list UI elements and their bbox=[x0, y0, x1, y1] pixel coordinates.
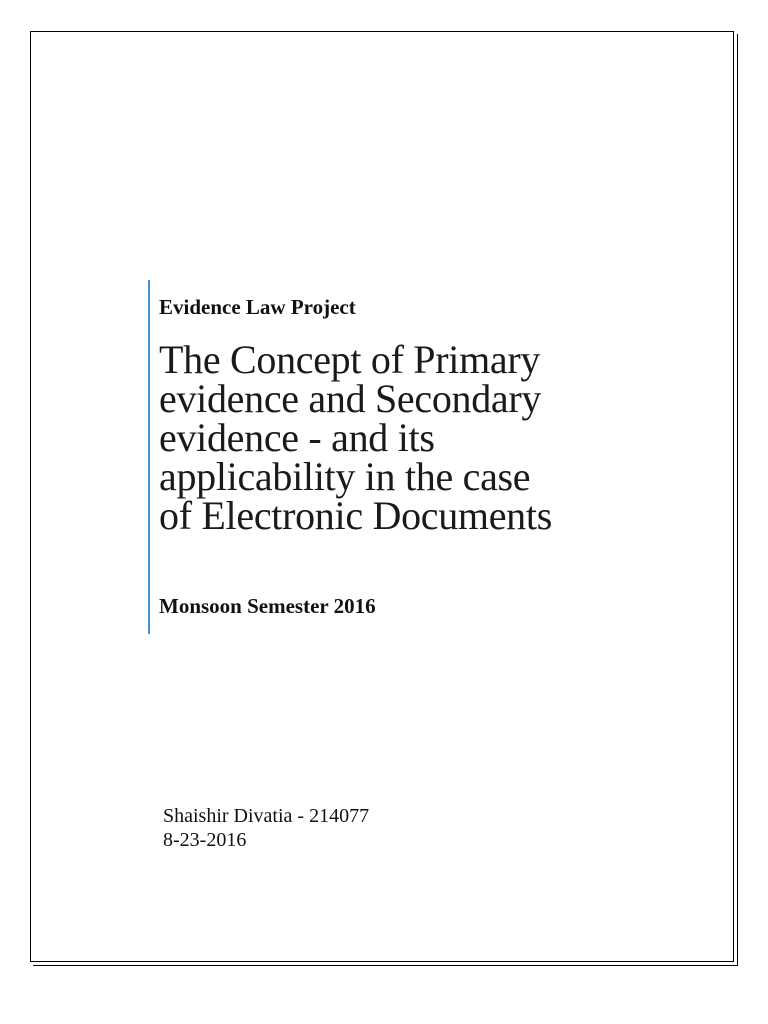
semester-label: Monsoon Semester 2016 bbox=[159, 594, 376, 618]
title-block bbox=[148, 280, 628, 634]
title-line: evidence - and its bbox=[159, 415, 435, 460]
document-date: 8-23-2016 bbox=[163, 829, 247, 851]
author-block bbox=[163, 804, 369, 852]
project-label: Evidence Law Project bbox=[159, 295, 356, 319]
title-line: applicability in the case bbox=[159, 454, 531, 499]
title-line: The Concept of Primary bbox=[159, 337, 541, 382]
title-line: of Electronic Documents bbox=[159, 493, 552, 538]
document-title bbox=[159, 337, 619, 538]
author-name: Shaishir Divatia - 214077 bbox=[163, 805, 370, 827]
title-line: evidence and Secondary bbox=[159, 376, 542, 421]
